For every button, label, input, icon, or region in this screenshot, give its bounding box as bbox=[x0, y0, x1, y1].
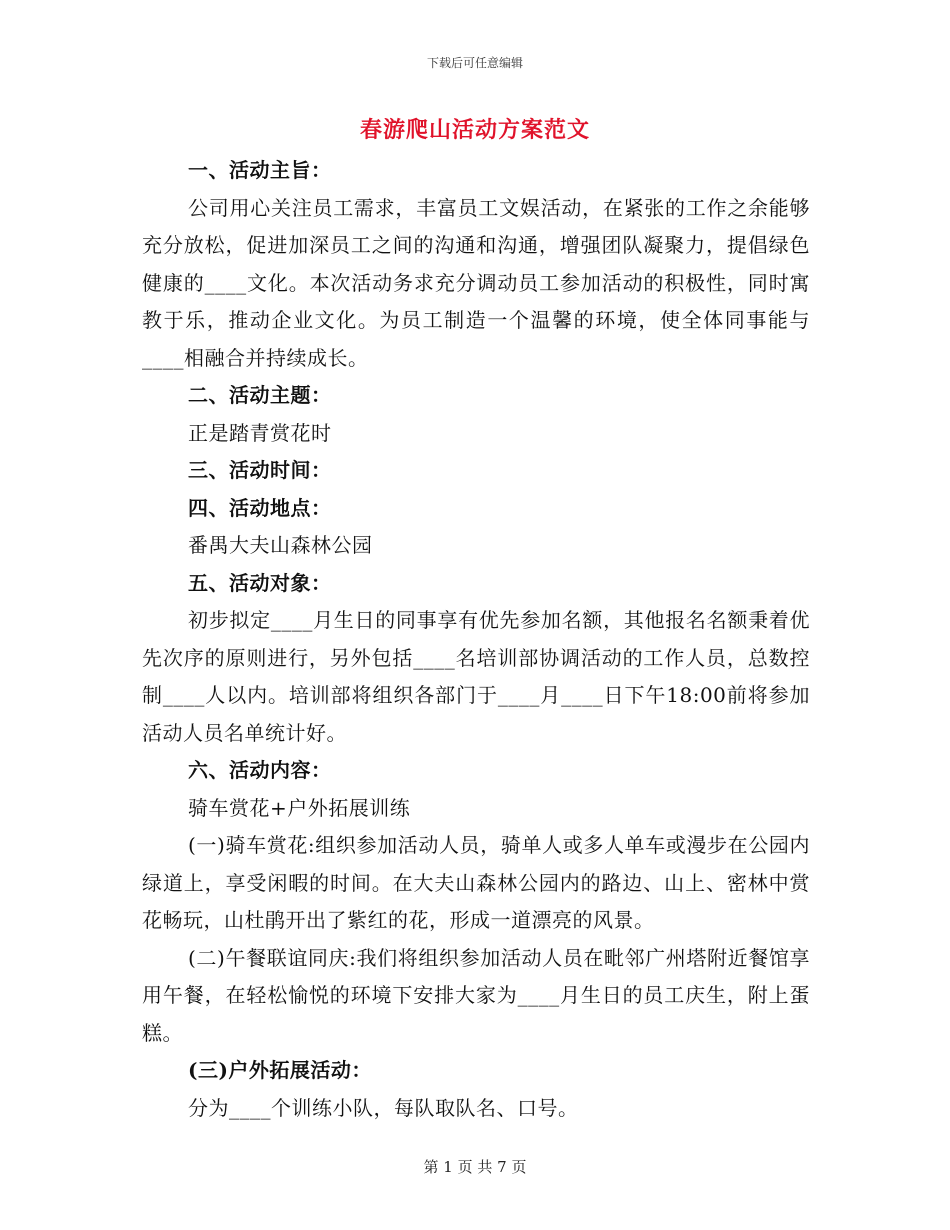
section-2-heading: 二、活动主题： bbox=[188, 383, 332, 407]
page-header-note: 下载后可任意编辑 bbox=[426, 56, 523, 70]
section-3-heading: 三、活动时间： bbox=[188, 458, 332, 482]
page-footer-number: 第 1 页 共 7 页 bbox=[423, 1158, 527, 1176]
section-6-paragraph-1: 骑车赏花+户外拓展训练 bbox=[188, 795, 411, 820]
section-6-paragraph-3: (二)午餐联谊同庆:我们将组织参加活动人员在毗邻广州塔附近餐馆享用午餐，在轻松愉悦的环境下安排大家为____月生日的员工庆生，附上蛋糕。 bbox=[142, 945, 810, 1045]
section-6-heading: 六、活动内容： bbox=[188, 758, 332, 782]
section-1-heading: 一、活动主旨： bbox=[188, 158, 332, 182]
section-2-paragraph: 正是踏青赏花时 bbox=[188, 420, 332, 445]
section-4-paragraph: 番禺大夫山森林公园 bbox=[188, 533, 373, 557]
document-body bbox=[142, 152, 810, 1127]
section-5-heading: 五、活动对象： bbox=[188, 570, 332, 595]
section-6-paragraph-4: 分为____个训练小队，每队取队名、口号。 bbox=[188, 1095, 579, 1120]
section-6-paragraph-2: (一)骑车赏花:组织参加活动人员，骑单人或多人单车或漫步在公园内绿道上，享受闲暇的时间。在大夫山森林公园内的路边、山上、密林中赏花畅玩，山杜鹃开出了紫红的花，形成一道漂亮的风景。 bbox=[142, 833, 810, 932]
section-4-heading: 四、活动地点： bbox=[188, 495, 332, 520]
section-6-subheading-3: (三)户外拓展活动： bbox=[188, 1058, 372, 1082]
document-title: 春游爬山活动方案范文 bbox=[359, 117, 590, 143]
section-5-paragraph: 初步拟定____月生日的同事享有优先参加名额，其他报名名额秉着优先次序的原则进行，另外包括____名培训部协调活动的工作人员，总数控制____人以内。培训部将组织各部门于____月____日下午18:00前将参加活动人员名单统计好。 bbox=[142, 608, 810, 745]
section-1-paragraph: 公司用心关注员工需求，丰富员工文娱活动，在紧张的工作之余能够充分放松，促进加深员工之间的沟通和沟通，增强团队凝聚力，提倡绿色健康的____文化。本次活动务求充分调动员工参加活动的积极性，同时寓教于乐，推动企业文化。为员工制造一个温馨的环境，使全体同事能与____相融合并持续成长。 bbox=[142, 195, 810, 370]
